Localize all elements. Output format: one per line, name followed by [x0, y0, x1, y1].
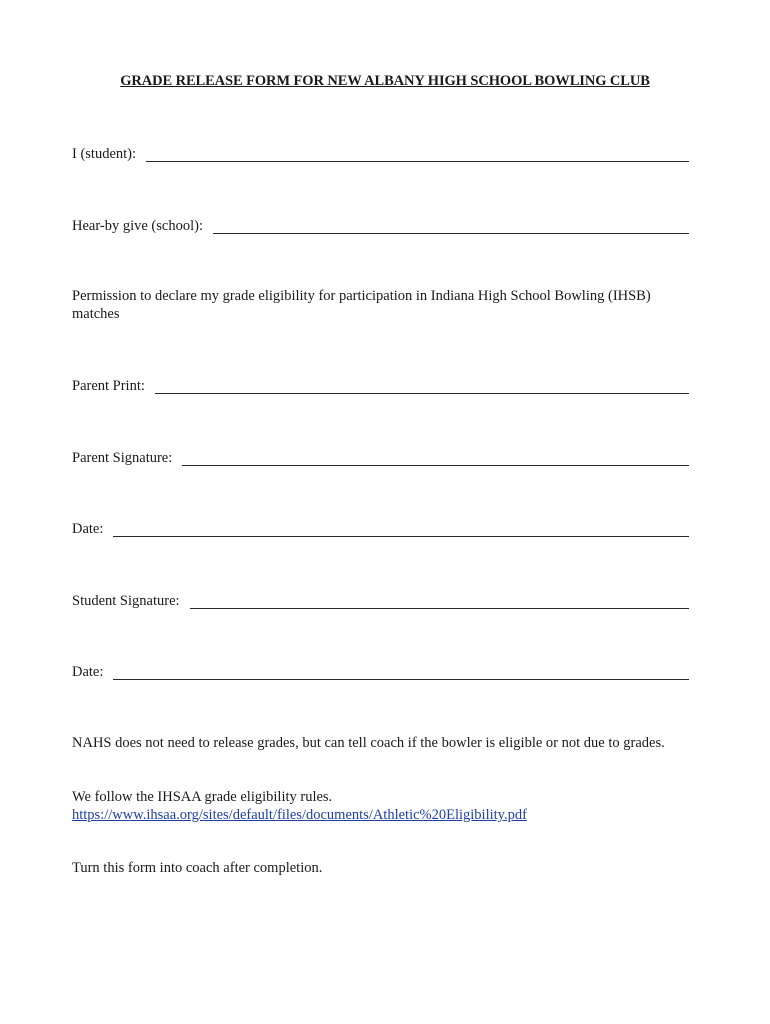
- date-label-2: Date:: [72, 664, 104, 680]
- form-title: GRADE RELEASE FORM FOR NEW ALBANY HIGH SCHOOL BOWLING CLUB: [120, 73, 650, 89]
- grade-release-note: NAHS does not need to release grades, but can tell coach if the bowler is eligible or not due to grades.: [72, 735, 665, 751]
- student-name-label: I (student):: [72, 146, 137, 162]
- school-line[interactable]: [213, 221, 689, 234]
- rules-text: We follow the IHSAA grade eligibility rules.: [72, 789, 333, 805]
- parent-signature-line[interactable]: [182, 453, 689, 466]
- parent-print-label: Parent Print:: [72, 378, 145, 394]
- date-line-2[interactable]: [113, 667, 689, 680]
- student-signature-field: [72, 590, 689, 610]
- school-label: Hear-by give (school):: [72, 218, 203, 234]
- date-field-1: [72, 518, 689, 538]
- student-name-field: [72, 143, 689, 163]
- date-line-1[interactable]: [113, 524, 689, 537]
- permission-paragraph: Permission to declare my grade eligibility for participation in Indiana High School Bowling (IHSB) matches: [72, 288, 651, 322]
- school-field: [72, 215, 689, 235]
- date-label-1: Date:: [72, 521, 104, 537]
- student-name-line[interactable]: [146, 149, 689, 162]
- parent-signature-label: Parent Signature:: [72, 450, 173, 466]
- student-signature-line[interactable]: [190, 596, 689, 609]
- turn-in-instruction: Turn this form into coach after completion.: [72, 860, 323, 876]
- eligibility-rules-link[interactable]: https://www.ihsaa.org/sites/default/files/documents/Athletic%20Eligibility.pdf: [72, 807, 527, 823]
- parent-print-line[interactable]: [155, 381, 689, 394]
- rules-paragraph: [72, 788, 692, 824]
- student-signature-label: Student Signature:: [72, 593, 180, 609]
- date-field-2: [72, 661, 689, 681]
- parent-print-field: [72, 375, 689, 395]
- parent-signature-field: [72, 447, 689, 467]
